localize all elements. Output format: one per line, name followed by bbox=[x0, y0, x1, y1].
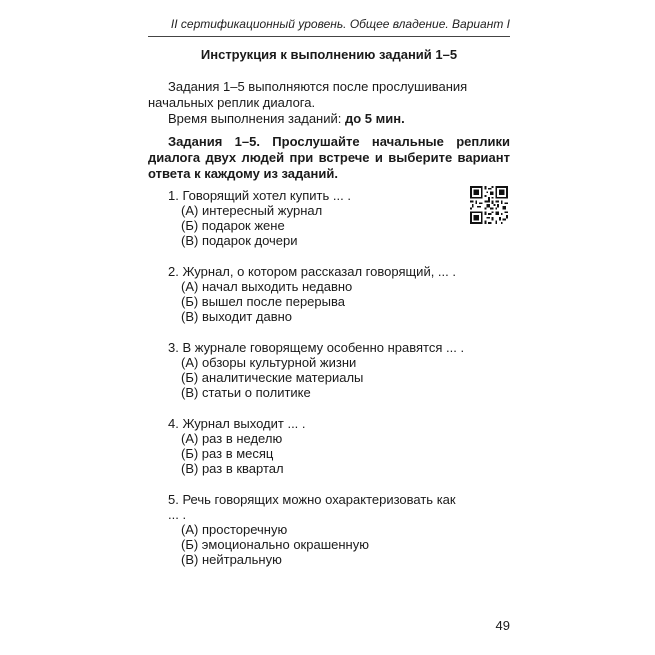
question-stem: 5. Речь говорящих можно охарактеризовать как ... . bbox=[168, 492, 456, 522]
answer-option-a[interactable]: (А) интересный журнал bbox=[181, 203, 323, 218]
answer-option-b[interactable]: (Б) подарок жене bbox=[181, 218, 285, 233]
question-5 bbox=[168, 492, 468, 567]
answer-option-a[interactable]: (А) просторечную bbox=[181, 522, 288, 537]
question-4 bbox=[168, 416, 468, 476]
task-heading: Задания 1–5. Прослушайте начальные реплики диалога двух людей при встрече и выберите вариант ответа к каждому из заданий. bbox=[148, 134, 510, 181]
answer-option-b[interactable]: (Б) раз в месяц bbox=[181, 446, 274, 461]
question-3 bbox=[168, 340, 468, 400]
running-header: II сертификационный уровень. Общее владение. Вариант I bbox=[170, 17, 510, 31]
question-stem: 4. Журнал выходит ... . bbox=[168, 416, 306, 431]
page-number: 49 bbox=[495, 618, 510, 633]
question-list bbox=[168, 188, 468, 583]
question-stem: 3. В журнале говорящему особенно нравятся ... . bbox=[168, 340, 465, 355]
time-value: до 5 мин. bbox=[344, 111, 405, 126]
answer-option-v[interactable]: (В) нейтральную bbox=[181, 552, 282, 567]
answer-option-a[interactable]: (А) раз в неделю bbox=[181, 431, 283, 446]
instruction-time bbox=[148, 111, 510, 127]
answer-option-v[interactable]: (В) раз в квартал bbox=[181, 461, 284, 476]
header-divider bbox=[148, 36, 510, 37]
time-label: Время выполнения заданий: bbox=[168, 111, 345, 126]
instruction-title: Инструкция к выполнению заданий 1–5 bbox=[200, 47, 458, 62]
answer-option-v[interactable]: (В) подарок дочери bbox=[181, 233, 298, 248]
question-stem: 2. Журнал, о котором рассказал говорящий, ... . bbox=[168, 264, 456, 279]
qr-code-icon[interactable] bbox=[470, 186, 508, 224]
question-1 bbox=[168, 188, 468, 248]
answer-option-b[interactable]: (Б) эмоционально окрашенную bbox=[181, 537, 369, 552]
answer-option-v[interactable]: (В) выходит давно bbox=[181, 309, 293, 324]
answer-option-b[interactable]: (Б) аналитические материалы bbox=[181, 370, 364, 385]
question-stem: 1. Говорящий хотел купить ... . bbox=[168, 188, 351, 203]
answer-option-b[interactable]: (Б) вышел после перерыва bbox=[181, 294, 345, 309]
question-2 bbox=[168, 264, 468, 324]
answer-option-a[interactable]: (А) начал выходить недавно bbox=[181, 279, 353, 294]
answer-option-a[interactable]: (А) обзоры культурной жизни bbox=[181, 355, 357, 370]
answer-option-v[interactable]: (В) статьи о политике bbox=[181, 385, 311, 400]
instruction-text: Задания 1–5 выполняются после прослушивания начальных реплик диалога. bbox=[148, 79, 468, 110]
